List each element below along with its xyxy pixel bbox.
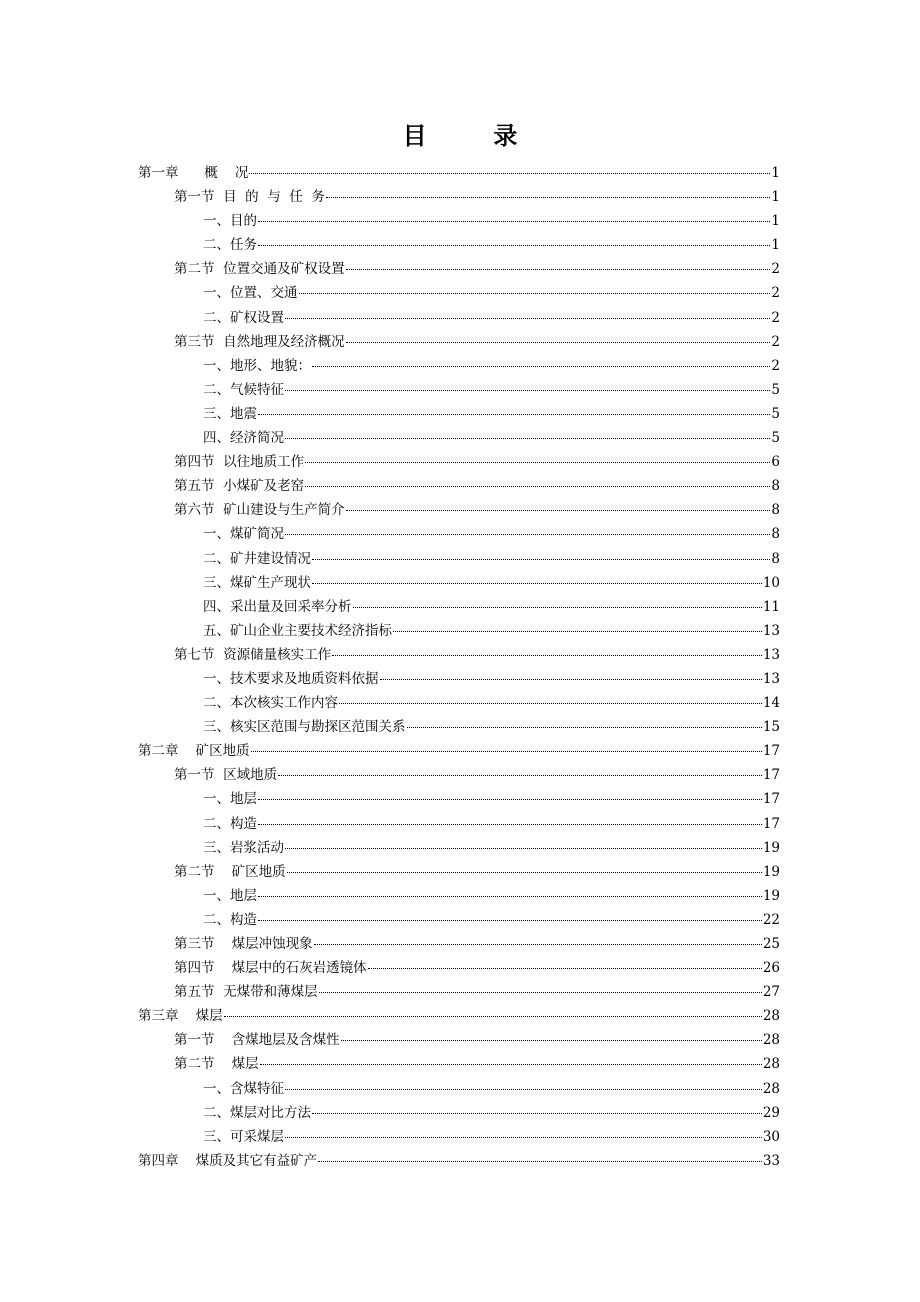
toc-entry-title: 三、核实区范围与勘探区范围关系: [203, 719, 406, 736]
toc-entry-page-number: 5: [771, 430, 780, 447]
toc-dot-leader: [258, 221, 770, 222]
toc-entry-page-number: 19: [762, 839, 780, 856]
toc-dot-leader: [285, 390, 770, 391]
toc-entry-title: 第六节 矿山建设与生产简介: [174, 502, 345, 519]
toc-entry-page-number: 2: [771, 285, 780, 302]
toc-entry[interactable]: [138, 595, 780, 619]
toc-entry[interactable]: [138, 185, 780, 209]
toc-entry[interactable]: [138, 1101, 780, 1125]
toc-entry-title: 三、地震: [203, 405, 257, 422]
toc-entry-title: 三、岩浆活动: [203, 839, 284, 856]
toc-entry-title: 二、构造: [203, 911, 257, 928]
toc-entry[interactable]: [138, 426, 780, 450]
toc-entry-title: 第四节 以往地质工作: [174, 454, 305, 471]
toc-dot-leader: [407, 727, 762, 728]
toc-entry-page-number: 5: [771, 381, 780, 398]
toc-dot-leader: [285, 848, 762, 849]
toc-entry[interactable]: [138, 956, 780, 980]
toc-entry-page-number: 8: [771, 478, 780, 495]
toc-dot-leader: [299, 293, 771, 294]
toc-dot-leader: [285, 1137, 762, 1138]
toc-entry-page-number: 28: [762, 1080, 780, 1097]
toc-dot-leader: [312, 583, 762, 584]
toc-entry-page-number: 13: [762, 622, 780, 639]
toc-entry[interactable]: [138, 787, 780, 811]
toc-dot-leader: [249, 173, 770, 174]
toc-entry-title: 二、矿权设置: [203, 309, 284, 326]
toc-dot-leader: [287, 872, 762, 873]
toc-entry[interactable]: [138, 522, 780, 546]
toc-entry-page-number: 17: [762, 767, 780, 784]
toc-entry-page-number: 1: [771, 237, 780, 254]
toc-dot-leader: [341, 1040, 762, 1041]
toc-entry-title: 一、目的: [203, 213, 257, 230]
toc-entry-page-number: 30: [762, 1128, 780, 1145]
toc-entry[interactable]: [138, 1028, 780, 1052]
toc-entry-title: 第四章 煤质及其它有益矿产: [138, 1152, 318, 1169]
toc-entry-title: 第三章 煤层: [138, 1008, 223, 1025]
toc-entry-title: 一、位置、交通: [203, 285, 298, 302]
toc-entry-page-number: 19: [762, 887, 780, 904]
toc-dot-leader: [339, 703, 762, 704]
toc-entry-page-number: 11: [762, 598, 780, 615]
toc-entry-title: 一、地层: [203, 887, 257, 904]
toc-entry-title: 第一章 概 况: [138, 165, 249, 181]
toc-entry-title: 四、采出量及回采率分析: [203, 598, 352, 615]
toc-entry-page-number: 28: [762, 1008, 780, 1025]
toc-entry[interactable]: [138, 908, 780, 932]
toc-entry-title: 第五节 小煤矿及老窑: [174, 478, 305, 495]
toc-entry[interactable]: [138, 691, 780, 715]
toc-entry[interactable]: [138, 498, 780, 522]
toc-dot-leader: [305, 486, 770, 487]
toc-dot-leader: [380, 679, 762, 680]
toc-entry-title: 三、可采煤层: [203, 1128, 284, 1145]
toc-entry-page-number: 10: [762, 574, 780, 591]
toc-entry-title: 二、任务: [203, 237, 257, 254]
toc-entry-title: 第一节 区域地质: [174, 767, 278, 784]
toc-entry-page-number: 2: [771, 333, 780, 350]
toc-entry-page-number: 33: [762, 1152, 780, 1169]
toc-entry-title: 第四节 煤层中的石灰岩透镜体: [174, 960, 367, 977]
toc-entry[interactable]: [138, 281, 780, 305]
toc-dot-leader: [258, 824, 762, 825]
toc-entry[interactable]: [138, 980, 780, 1004]
toc-entry-title: 一、煤矿简况: [203, 526, 284, 543]
toc-entry[interactable]: [138, 667, 780, 691]
toc-entry-page-number: 8: [771, 550, 780, 567]
toc-entry-title: 第七节 资源储量核实工作: [174, 646, 332, 663]
toc-dot-leader: [251, 751, 762, 752]
toc-entry-page-number: 2: [771, 309, 780, 326]
toc-entry[interactable]: [138, 257, 780, 281]
toc-entry-title: 第五节 无煤带和薄煤层: [174, 984, 318, 1001]
toc-entry-title: 二、煤层对比方法: [203, 1104, 311, 1121]
toc-entry[interactable]: [138, 474, 780, 498]
toc-entry-title: 三、煤矿生产现状: [203, 574, 311, 591]
toc-entry-page-number: 8: [771, 526, 780, 543]
toc-entry[interactable]: [138, 209, 780, 233]
toc-entry-page-number: 2: [771, 261, 780, 278]
toc-entry[interactable]: [138, 354, 780, 378]
toc-entry-title: 一、技术要求及地质资料依据: [203, 670, 379, 687]
toc-entry-title: 一、含煤特征: [203, 1080, 284, 1097]
toc-entry[interactable]: [138, 812, 780, 836]
toc-dot-leader: [258, 414, 770, 415]
toc-dot-leader: [224, 1016, 762, 1017]
toc-entry[interactable]: [138, 1125, 780, 1149]
toc-entry-page-number: 19: [762, 863, 780, 880]
toc-dot-leader: [258, 245, 770, 246]
toc-entry[interactable]: [138, 571, 780, 595]
toc-entry-title: 第二节 位置交通及矿权设置: [174, 261, 345, 278]
toc-entry[interactable]: [138, 306, 780, 330]
toc-entry-page-number: 8: [771, 502, 780, 519]
toc-dot-leader: [332, 655, 762, 656]
toc-entry-title: 第三节 自然地理及经济概况: [174, 333, 345, 350]
toc-entry[interactable]: [138, 836, 780, 860]
toc-entry-page-number: 6: [771, 454, 780, 471]
toc-entry-page-number: 29: [762, 1104, 780, 1121]
toc-entry[interactable]: [138, 450, 780, 474]
toc-entry[interactable]: [138, 619, 780, 643]
toc-entry-title: 四、经济简况: [203, 430, 284, 447]
toc-dot-leader: [353, 607, 762, 608]
toc-dot-leader: [368, 968, 762, 969]
toc-entry-title: 第一节 目 的 与 任 务: [174, 189, 325, 206]
toc-entry[interactable]: [138, 547, 780, 571]
toc-entry[interactable]: [138, 1052, 780, 1076]
toc-entry[interactable]: [138, 1004, 780, 1028]
toc-dot-leader: [285, 534, 770, 535]
toc-dot-leader: [260, 1064, 762, 1065]
toc-entry-page-number: 15: [762, 719, 780, 736]
toc-entry-page-number: 14: [762, 695, 780, 712]
toc-dot-leader: [312, 1113, 762, 1114]
toc-entry[interactable]: [138, 233, 780, 257]
toc-entry-page-number: 13: [762, 646, 780, 663]
toc-entry[interactable]: [138, 330, 780, 354]
toc-dot-leader: [346, 342, 771, 343]
toc-entry[interactable]: [138, 402, 780, 426]
toc-dot-leader: [319, 992, 762, 993]
toc-entry-page-number: 28: [762, 1056, 780, 1073]
toc-entry-page-number: 1: [771, 165, 780, 181]
toc-entry-title: 二、矿井建设情况: [203, 550, 311, 567]
toc-entry-title: 五、矿山企业主要技术经济指标: [203, 622, 392, 639]
toc-entry[interactable]: [138, 932, 780, 956]
toc-entry[interactable]: [138, 715, 780, 739]
toc-dot-leader: [285, 438, 770, 439]
toc-entry-page-number: 17: [762, 815, 780, 832]
toc-entry-page-number: 2: [771, 357, 780, 374]
toc-dot-leader: [258, 799, 762, 800]
toc-dot-leader: [346, 269, 771, 270]
toc-dot-leader: [326, 197, 770, 198]
toc-dot-leader: [258, 896, 762, 897]
toc-dot-leader: [312, 559, 770, 560]
toc-entry[interactable]: [138, 161, 780, 185]
toc-entry[interactable]: [138, 378, 780, 402]
table-of-contents: [138, 161, 780, 1173]
toc-entry[interactable]: [138, 763, 780, 787]
toc-entry-title: 一、地形、地貌：: [203, 357, 311, 374]
toc-entry-page-number: 17: [762, 791, 780, 808]
toc-entry[interactable]: [138, 884, 780, 908]
toc-entry[interactable]: [138, 1077, 780, 1101]
toc-entry[interactable]: [138, 643, 780, 667]
toc-dot-leader: [314, 944, 762, 945]
toc-entry-page-number: 22: [762, 911, 780, 928]
toc-entry-title: 第二节 煤层: [174, 1056, 259, 1073]
toc-entry-title: 二、本次核实工作内容: [203, 695, 338, 712]
toc-dot-leader: [278, 775, 762, 776]
toc-entry-page-number: 26: [762, 960, 780, 977]
toc-entry[interactable]: [138, 860, 780, 884]
toc-entry-title: 第一节 含煤地层及含煤性: [174, 1032, 340, 1049]
toc-dot-leader: [258, 920, 762, 921]
toc-entry-page-number: 5: [771, 405, 780, 422]
toc-entry-title: 二、构造: [203, 815, 257, 832]
toc-entry-page-number: 27: [762, 984, 780, 1001]
toc-entry-page-number: 28: [762, 1032, 780, 1049]
toc-dot-leader: [285, 318, 770, 319]
toc-dot-leader: [312, 366, 770, 367]
toc-entry-title: 二、气候特征: [203, 381, 284, 398]
toc-dot-leader: [393, 631, 762, 632]
toc-dot-leader: [305, 462, 770, 463]
toc-dot-leader: [346, 510, 771, 511]
toc-entry-title: 第二节 矿区地质: [174, 863, 286, 880]
toc-entry-title: 第二章 矿区地质: [138, 743, 250, 760]
toc-entry[interactable]: [138, 1149, 780, 1173]
toc-entry[interactable]: [138, 739, 780, 763]
toc-entry-page-number: 1: [771, 189, 780, 206]
toc-entry-page-number: 13: [762, 670, 780, 687]
toc-dot-leader: [285, 1089, 762, 1090]
toc-entry-title: 第三节 煤层冲蚀现象: [174, 936, 313, 952]
toc-entry-page-number: 1: [771, 213, 780, 230]
toc-entry-page-number: 25: [762, 936, 780, 952]
page-title: 目 录: [402, 121, 518, 150]
toc-dot-leader: [318, 1161, 762, 1162]
toc-entry-title: 一、地层: [203, 791, 257, 808]
toc-entry-page-number: 17: [762, 743, 780, 760]
